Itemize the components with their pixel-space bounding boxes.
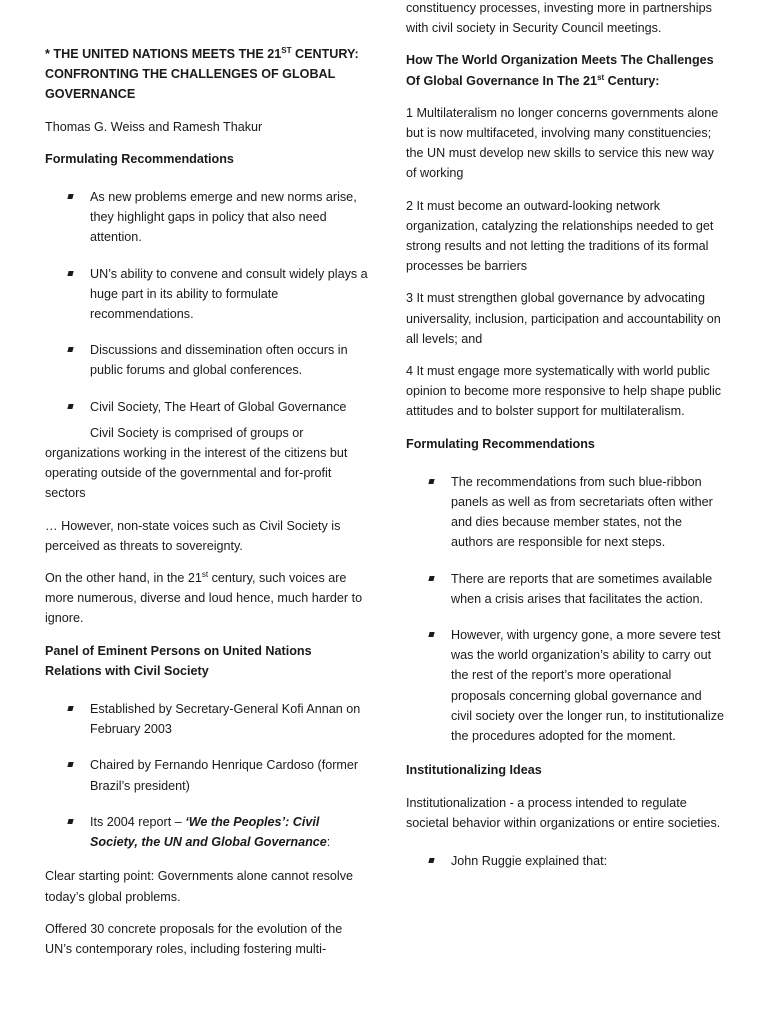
authors: Thomas G. Weiss and Ramesh Thakur bbox=[45, 119, 263, 134]
heading-formulating-recommendations-2: Formulating Recommendations bbox=[406, 436, 595, 451]
bullet-icon bbox=[428, 858, 434, 863]
left-column bbox=[45, 44, 370, 971]
bullet-icon bbox=[428, 632, 434, 637]
bullet-icon bbox=[67, 194, 73, 199]
right-column bbox=[406, 0, 726, 887]
bullet-list-formulating bbox=[45, 187, 370, 417]
bullet-icon bbox=[67, 347, 73, 352]
heading-formulating-recommendations: Formulating Recommendations bbox=[45, 151, 234, 166]
list-item: As new problems emerge and new norms arise, they highlight gaps in policy that also need attention. bbox=[45, 187, 370, 248]
bullet-icon bbox=[67, 404, 73, 409]
offered-proposals: Offered 30 concrete proposals for the evolution of the UN’s contemporary roles, including fostering multi- bbox=[45, 921, 343, 956]
bullet-icon bbox=[428, 479, 434, 484]
list-item: However, with urgency gone, a more severe test was the world organization’s ability to carry out the rest of the report’s more operational proposals concerning global governance and civil society over the longer run, to institutionalize the procedures adopted for the moment. bbox=[406, 625, 726, 746]
bullet-icon bbox=[67, 706, 73, 711]
document-title: * THE UNITED NATIONS MEETS THE 21ST CENTURY: CONFRONTING THE CHALLENGES OF GLOBAL GOVERNANCE bbox=[45, 45, 359, 102]
bullet-icon bbox=[67, 819, 73, 824]
numbered-item-4: 4 It must engage more systematically with world public opinion to become more responsive to help shape public attitudes and to bolster support for multilateralism. bbox=[406, 364, 722, 419]
numbered-item-1: 1 Multilateralism no longer concerns governments alone but is now multifaceted, involving many constituencies; the UN must develop new skills to service this new way of working bbox=[406, 105, 719, 181]
list-item: Its 2004 report – ‘We the Peoples’: Civil Society, the UN and Global Governance: bbox=[45, 812, 370, 852]
list-item: The recommendations from such blue-ribbon panels as well as from secretariats often wither and dies because member states, not the authors are responsible for next steps. bbox=[406, 472, 726, 553]
list-item: There are reports that are sometimes available when a crisis arises that facilitates the action. bbox=[406, 569, 726, 609]
list-item: Civil Society, The Heart of Global Governance bbox=[45, 397, 370, 417]
heading-institutionalizing-ideas: Institutionalizing Ideas bbox=[406, 763, 542, 778]
other-hand-paragraph: On the other hand, in the 21st century, such voices are more numerous, diverse and loud hence, much harder to ignore. bbox=[45, 569, 363, 626]
bullet-icon bbox=[67, 271, 73, 276]
list-item: UN’s ability to convene and consult widely plays a huge part in its ability to formulate recommendations. bbox=[45, 264, 370, 325]
list-item: Discussions and dissemination often occurs in public forums and global conferences. bbox=[45, 340, 370, 380]
bullet-icon bbox=[428, 576, 434, 581]
list-item: Chaired by Fernando Henrique Cardoso (former Brazil’s president) bbox=[45, 755, 370, 795]
bullet-list-formulating-2 bbox=[406, 472, 726, 746]
civil-society-definition: Civil Society is comprised of groups or organizations working in the interest of the citizens but operating outside of the governmental and for-profit sectors bbox=[45, 425, 348, 501]
however-paragraph: … However, non-state voices such as Civil Society is perceived as threats to sovereignty. bbox=[45, 518, 341, 553]
institutionalization-definition: Institutionalization - a process intended to regulate societal behavior within organizations or entire societies. bbox=[406, 795, 721, 830]
list-item: Established by Secretary-General Kofi Annan on February 2003 bbox=[45, 699, 370, 739]
clear-starting-point: Clear starting point: Governments alone cannot resolve today’s global problems. bbox=[45, 869, 354, 904]
numbered-item-3: 3 It must strengthen global governance by advocating universality, inclusion, participation and accountability on all levels; and bbox=[406, 291, 721, 346]
continuation-text: constituency processes, investing more in partnerships with civil society in Security Council meetings. bbox=[406, 1, 712, 36]
numbered-item-2: 2 It must become an outward-looking network organization, catalyzing the relationships needed to get strong results and not letting the traditions of its formal processes be barriers bbox=[406, 198, 714, 274]
heading-panel-eminent-persons: Panel of Eminent Persons on United Nations Relations with Civil Society bbox=[45, 643, 312, 678]
bullet-list-ruggie bbox=[406, 851, 726, 871]
list-item: John Ruggie explained that: bbox=[406, 851, 726, 871]
bullet-icon bbox=[67, 762, 73, 767]
report-title: ‘We the Peoples’: Civil Society, the UN and Global Governance bbox=[90, 814, 327, 850]
bullet-list-panel bbox=[45, 699, 370, 852]
heading-how-world-organization: How The World Organization Meets The Challenges Of Global Governance In The 21st Century: bbox=[406, 53, 714, 88]
